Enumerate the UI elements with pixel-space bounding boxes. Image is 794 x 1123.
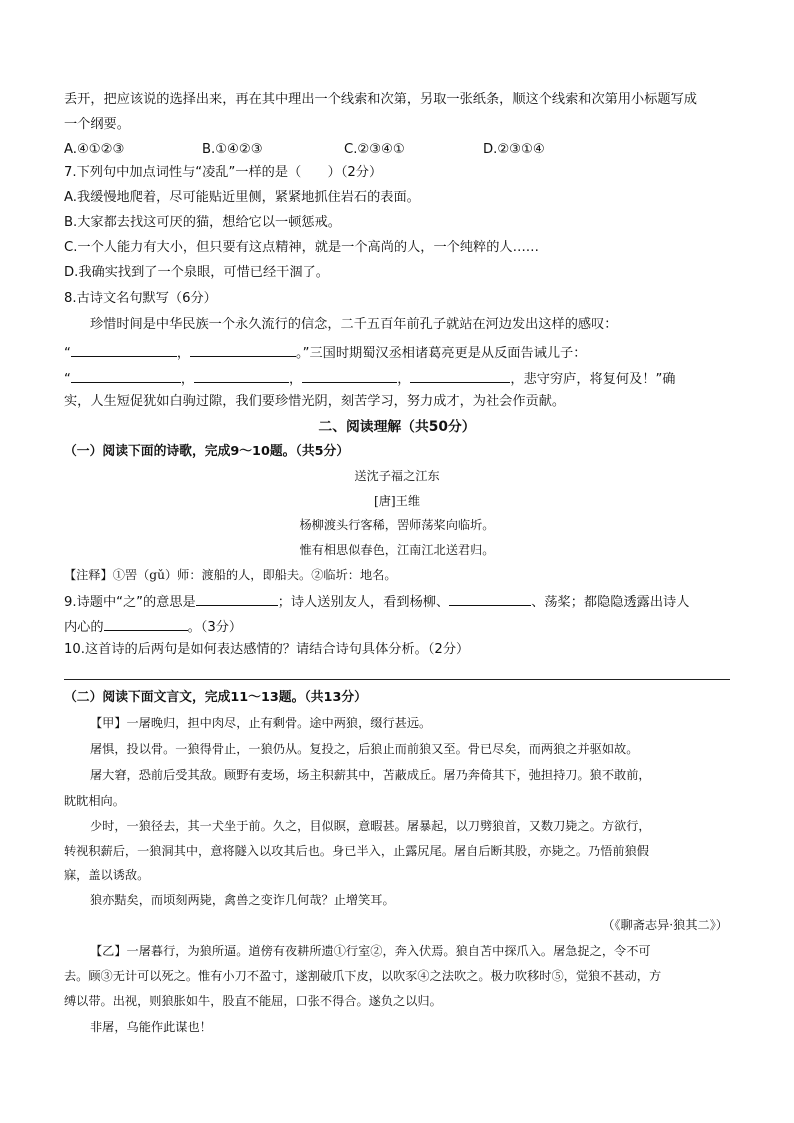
q8-quote-open-2: “ xyxy=(64,372,71,387)
q7-stem: 7.下列句中加点词性与“凌乱”一样的是（ ）（2分） xyxy=(64,165,383,180)
yi-line-2: 去。顾③无计可以死之。惟有小刀不盈寸，遂割破爪下皮，以吹豕④之法吹之。极力吹移时⑤，觉狼不甚动，方 xyxy=(64,969,662,983)
jia-source: （《聊斋志异·狼其二》） xyxy=(602,918,728,932)
q8-line3-end: ，悲守穷庐，将复何及！”确 xyxy=(510,372,676,387)
q7-option-b: B.大家都去找这可厌的猫，想给它以一顿惩戒。 xyxy=(64,215,341,230)
poem-title: 送沈子福之江东 xyxy=(354,469,440,483)
q8-blank-3[interactable] xyxy=(71,368,181,383)
q6-option-a: A.④①②③ xyxy=(64,142,125,157)
q8-stem: 8.古诗文名句默写（6分） xyxy=(64,291,217,306)
q8-blank-1[interactable] xyxy=(71,342,177,357)
jia-line-1: 【甲】一屠晚归，担中肉尽，止有剩骨。途中两狼，缀行甚远。 xyxy=(90,716,432,730)
q7-option-c: C.一个人能力有大小，但只要有这点精神，就是一个高尚的人，一个纯粹的人…… xyxy=(64,240,539,255)
q9-text-a: 9.诗题中“之”的意思是 xyxy=(64,595,196,610)
q7-option-d: D.我确实找到了一个泉眼，可惜已经干涸了。 xyxy=(64,265,329,280)
q8-comma-3: ， xyxy=(397,372,411,387)
poem-line-2: 惟有相思似春色，江南江北送君归。 xyxy=(299,543,495,557)
jia-line-3: 屠大窘，恐前后受其敌。顾野有麦场，场主积薪其中，苫蔽成丘。屠乃奔倚其下，弛担持刀。狼不敢前， xyxy=(90,768,651,782)
jia-line-6: 转视积薪后，一狼洞其中，意将隧入以攻其后也。身已半入，止露尻尾。屠自后断其股，亦毙之。乃悟前狼假 xyxy=(64,844,649,858)
q8-paragraph-line1: 珍惜时间是中华民族一个永久流行的信念，二千五百年前孔子就站在河边发出这样的感叹： xyxy=(90,317,618,332)
poem-note: 【注释】①罟（gǔ）师：渡船的人，即船夫。②临圻：地名。 xyxy=(64,568,397,582)
q9-blank-2[interactable] xyxy=(449,591,531,606)
q6-option-c: C.②③④① xyxy=(344,142,405,157)
q6-text-line1: 丢开，把应该说的选择出来，再在其中理出一个线索和次第，另取一张纸条，顺这个线索和次第用小标题写成 xyxy=(64,92,697,107)
jia-line-8: 狼亦黠矣，而顷刻两毙，禽兽之变诈几何哉？止增笑耳。 xyxy=(90,893,395,907)
section-title: 二、阅读理解（共50分） xyxy=(318,419,476,435)
q6-option-d: D.②③①④ xyxy=(483,142,545,157)
q6-text-line2: 一个纲要。 xyxy=(64,117,130,132)
q8-blank-5[interactable] xyxy=(302,368,397,383)
q8-paragraph-line3 xyxy=(64,368,676,389)
q9-text-e: 。（3分） xyxy=(187,620,243,635)
q9-line2 xyxy=(64,616,242,637)
q8-paragraph-line2 xyxy=(64,342,586,363)
q8-blank-4[interactable] xyxy=(194,368,289,383)
jia-line-7: 寐，盖以诱敌。 xyxy=(64,868,150,882)
q9-blank-3[interactable] xyxy=(104,616,188,631)
q9-text-c: 、荡桨；都隐隐透露出诗人 xyxy=(531,595,690,610)
yi-line-4: 非屠，乌能作此谋也！ xyxy=(90,1020,212,1034)
yi-line-1: 【乙】一屠暮行，为狼所逼。道傍有夜耕所遗①行室②，奔入伏焉。狼自苫中探爪入。屠急捉之，令不可 xyxy=(90,944,651,958)
q8-paragraph-line4: 实，人生短促犹如白驹过隙，我们要珍惜光阴，刻苦学习，努力成才，为社会作贡献。 xyxy=(64,394,566,409)
q8-line2-end: 。”三国时期蜀汉丞相诸葛亮更是从反面告诫儿子： xyxy=(296,346,587,361)
q10-stem: 10.这首诗的后两句是如何表达感情的？请结合诗句具体分析。（2分） xyxy=(64,642,470,657)
yi-line-3: 缚以带。出视，则狼胀如牛，股直不能屈，口张不得合。遂负之以归。 xyxy=(64,994,442,1008)
poem-author: [唐]王维 xyxy=(373,494,421,508)
q7-option-a: A.我缓慢地爬着，尽可能贴近里侧，紧紧地抓住岩石的表面。 xyxy=(64,190,420,205)
jia-line-4: 眈眈相向。 xyxy=(64,794,125,808)
jia-line-5: 少时，一狼径去，其一犬坐于前。久之，目似瞑，意暇甚。屠暴起，以刀劈狼首，又数刀毙之。方欲行， xyxy=(90,819,651,833)
q8-comma-1: ， xyxy=(180,372,195,387)
q8-comma-2: ， xyxy=(289,372,303,387)
q9-text-d: 内心的 xyxy=(64,620,104,635)
poem-line-1: 杨柳渡头行客稀，罟师荡桨向临圻。 xyxy=(299,518,495,532)
q8-blank-6[interactable] xyxy=(410,368,510,383)
q8-blank-2[interactable] xyxy=(190,342,296,357)
jia-line-2: 屠惧，投以骨。一狼得骨止，一狼仍从。复投之，后狼止而前狼又至。骨已尽矣，而两狼之并驱如故。 xyxy=(90,742,639,756)
part2-heading: （二）阅读下面文言文，完成11～13题。（共13分） xyxy=(64,690,367,705)
q8-quote-open: “ xyxy=(64,346,71,361)
answer-line xyxy=(64,679,730,680)
q6-option-b: B.①④②③ xyxy=(202,142,263,157)
part1-heading: （一）阅读下面的诗歌，完成9～10题。（共5分） xyxy=(64,444,350,459)
q8-comma: ， xyxy=(176,346,191,361)
q9-text-b: ；诗人送别友人，看到杨柳、 xyxy=(277,595,450,610)
q9-line1 xyxy=(64,591,689,612)
q9-blank-1[interactable] xyxy=(196,591,278,606)
